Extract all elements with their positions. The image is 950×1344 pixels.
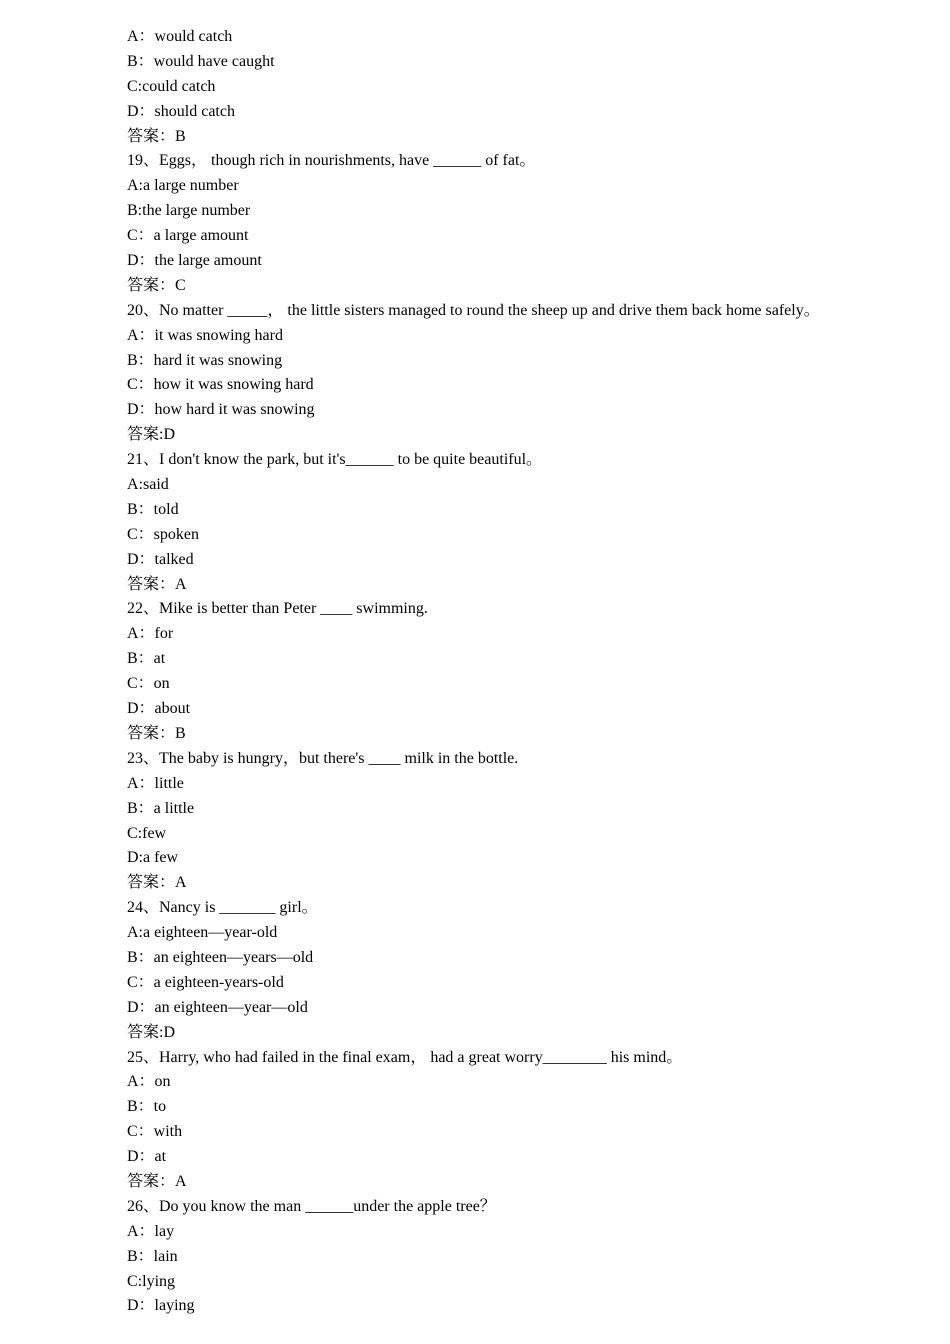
option-a: A:said (127, 476, 169, 494)
option-c: C：a eighteen-years-old (127, 973, 284, 991)
answer: 答案：B (127, 127, 186, 145)
option-c: C:lying (127, 1272, 176, 1290)
answer: 答案:D (127, 1023, 176, 1041)
option-a: A：for (127, 625, 174, 643)
option-c: C：how it was snowing hard (127, 376, 314, 394)
option-d: D：how hard it was snowing (127, 401, 315, 419)
question-23: 23、The baby is hungry，but there's ____ milk in the bottle. (127, 749, 519, 767)
option-b: B:the large number (127, 202, 251, 220)
option-d: D：should catch (127, 102, 235, 120)
option-c: C:could catch (127, 77, 216, 95)
option-d: D：talked (127, 550, 194, 568)
option-d: D：the large amount (127, 252, 262, 270)
option-a: A:a eighteen—year-old (127, 924, 278, 942)
option-d: D：laying (127, 1297, 195, 1315)
answer: 答案：A (127, 575, 187, 593)
answer: 答案：C (127, 276, 186, 294)
option-b: B：lain (127, 1247, 178, 1265)
option-a: A：would catch (127, 28, 233, 45)
option-b: B：would have caught (127, 52, 275, 70)
answer: 答案:D (127, 426, 176, 444)
option-a: A：on (127, 1073, 171, 1091)
option-a: A：lay (127, 1222, 175, 1240)
option-b: B：a little (127, 799, 195, 817)
question-26: 26、Do you know the man ______under the apple tree？ (127, 1197, 496, 1215)
answer: 答案：A (127, 1172, 187, 1190)
option-c: C：a large amount (127, 227, 249, 245)
answer: 答案：A (127, 874, 187, 892)
option-b: B：to (127, 1098, 167, 1116)
question-24: 24、Nancy is _______ girl。 (127, 899, 318, 917)
document-page (127, 25, 927, 1319)
option-c: C：on (127, 675, 170, 693)
option-c: C：with (127, 1123, 183, 1141)
question-19: 19、Eggs， though rich in nourishments, have ______ of fat。 (127, 152, 536, 170)
option-b: B：hard it was snowing (127, 351, 283, 369)
option-c: C:few (127, 824, 167, 842)
option-d: D：an eighteen—year—old (127, 998, 308, 1016)
question-25: 25、Harry, who had failed in the final exam， had a great worry________ his mind。 (127, 1048, 683, 1066)
option-d: D：about (127, 700, 191, 718)
option-d: D：at (127, 1148, 167, 1166)
question-21: 21、I don't know the park, but it's______ to be quite beautiful。 (127, 451, 543, 469)
option-c: C：spoken (127, 525, 200, 543)
option-d: D:a few (127, 849, 179, 867)
option-a: A:a large number (127, 177, 239, 195)
option-b: B：told (127, 500, 179, 518)
option-b: B：at (127, 650, 166, 668)
question-22: 22、Mike is better than Peter ____ swimming. (127, 600, 428, 618)
option-a: A：little (127, 774, 184, 792)
answer: 答案：B (127, 724, 186, 742)
option-a: A：it was snowing hard (127, 326, 283, 344)
question-20: 20、No matter _____， the little sisters managed to round the sheep up and drive them back home safely。 (127, 301, 820, 319)
option-b: B：an eighteen—years—old (127, 948, 314, 966)
